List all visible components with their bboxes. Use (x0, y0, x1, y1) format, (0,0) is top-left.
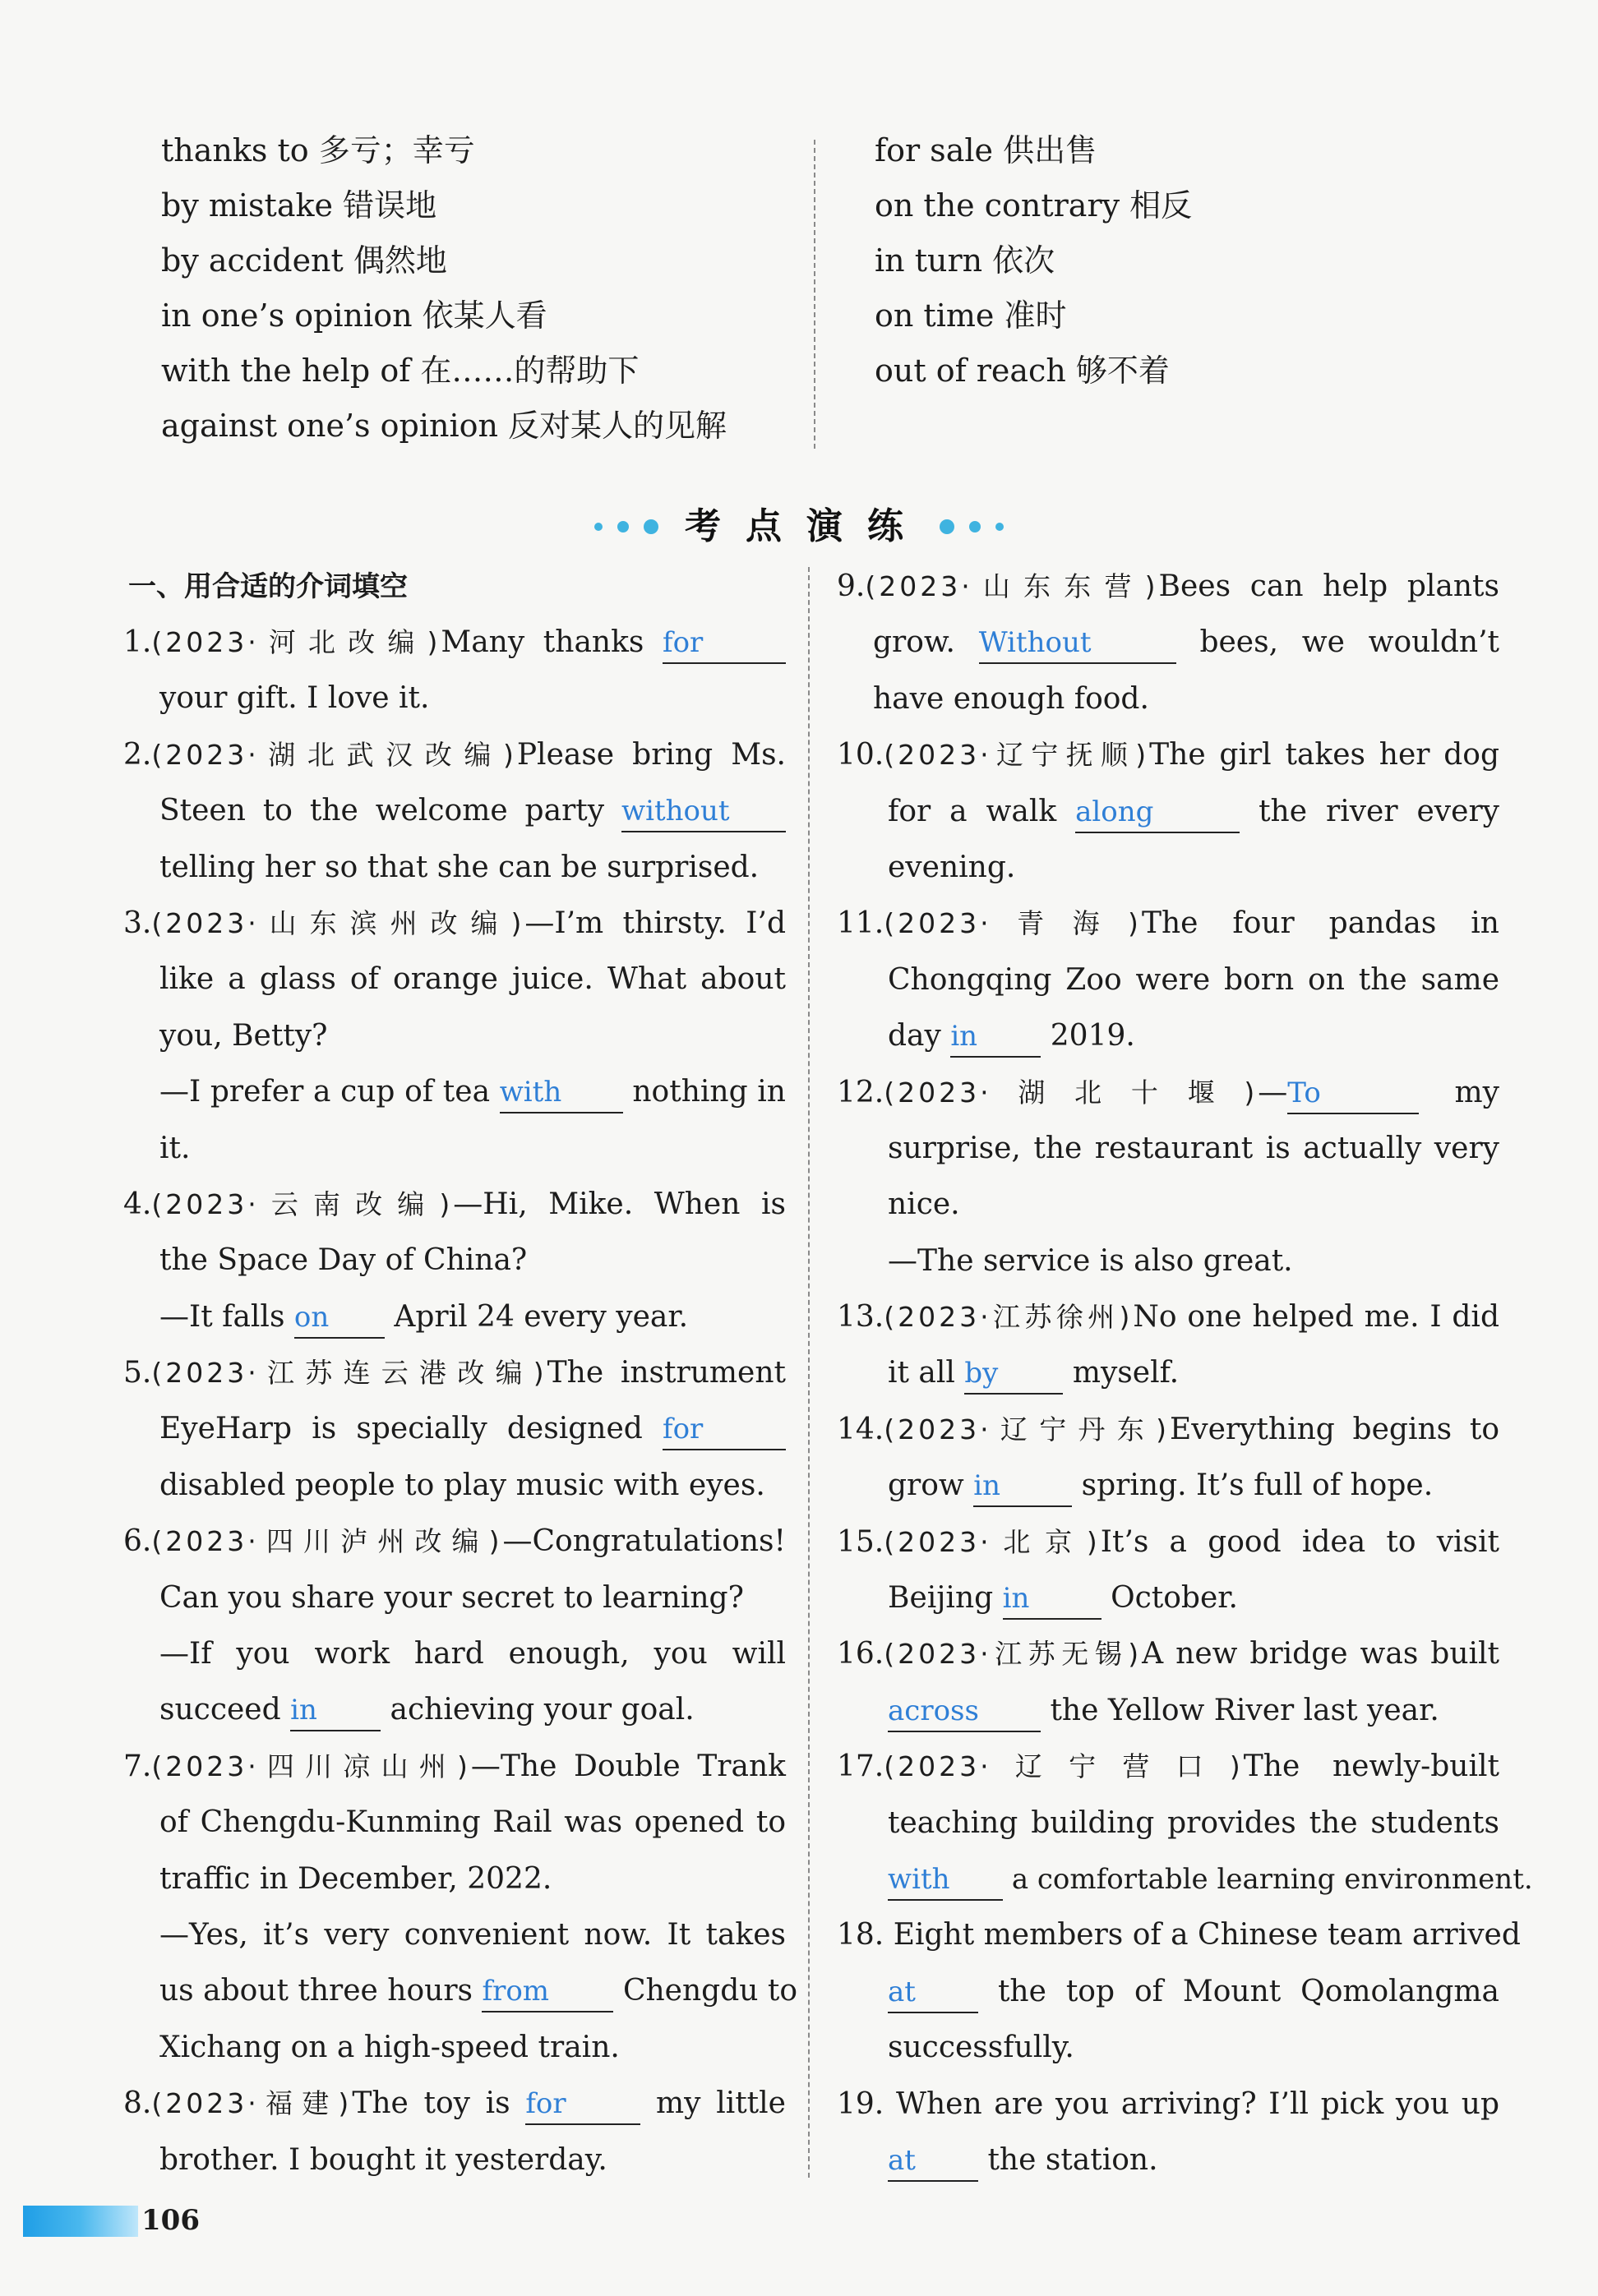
phrase-item: on the contrary 相反 (875, 187, 1193, 224)
question-line (837, 1739, 1499, 1795)
question-line (837, 1121, 1499, 1177)
question-line (837, 1851, 1533, 1907)
question-line (123, 1795, 786, 1851)
question-text: (2023·福建) (151, 2087, 353, 2120)
question-text: 10. (837, 738, 884, 772)
question-line (837, 1515, 1499, 1570)
question-text: — (1258, 1075, 1288, 1109)
question-line (837, 1683, 1499, 1739)
question-text: (2023·湖北武汉改编) (151, 738, 517, 771)
question-text: 18. (837, 1918, 884, 1953)
question-line (837, 1233, 1499, 1289)
question-6 (123, 1514, 786, 1739)
question-text: (2023·辽宁丹东) (884, 1413, 1170, 1445)
question-text: 7. (123, 1749, 152, 1783)
question-text: 16. (837, 1637, 884, 1671)
question-3 (123, 896, 786, 1177)
question-text: nice. (888, 1187, 960, 1222)
question-text: succeed (159, 1693, 281, 1727)
question-text: (2023·云南改编) (151, 1187, 454, 1220)
exercise-heading: 一、用合适的介词填空 (128, 570, 408, 603)
question-text: the river every (1259, 794, 1499, 828)
question-line (123, 1064, 786, 1120)
question-text: successfully. (888, 2031, 1074, 2065)
question-text: achieving your goal. (390, 1693, 695, 1727)
question-line (123, 1289, 786, 1345)
question-text: 11. (837, 906, 884, 941)
question-text: Xichang on a high-speed train. (159, 2030, 620, 2064)
question-source: (2023·河北改编) (151, 626, 441, 658)
question-text: No one helped me. I did (1133, 1300, 1499, 1335)
question-text: brother. I bought it yesterday. (159, 2142, 607, 2177)
question-line (123, 1682, 786, 1738)
answer-blank[interactable]: in (973, 1466, 1072, 1507)
question-line (123, 952, 786, 1007)
question-text: telling her so that she can be surprised. (159, 850, 760, 884)
phrase-item: thanks to 多亏；幸亏 (161, 132, 475, 168)
question-text: Can you share your secret to learning? (159, 1580, 744, 1615)
question-line (123, 896, 786, 952)
question-line (123, 1739, 786, 1795)
question-text: (2023·山东东营) (865, 570, 1159, 602)
question-text: a comfortable learning environment. (1011, 1862, 1533, 1896)
question-line (837, 2077, 1499, 2132)
question-text: The girl takes her dog (1149, 738, 1499, 772)
question-text: 5. (123, 1356, 152, 1390)
question-line (837, 952, 1499, 1008)
question-text: my (1454, 1075, 1499, 1109)
exercise-column-left (123, 559, 798, 2188)
answer-blank[interactable]: at (888, 2141, 978, 2182)
answer-blank[interactable]: Without (979, 623, 1176, 664)
question-text: —The service is also great. (888, 1243, 1293, 1278)
question-17 (837, 1739, 1533, 1907)
question-text: (2023·江苏无锡) (884, 1638, 1143, 1671)
question-text: 9. (837, 569, 866, 603)
answer-blank[interactable]: in (290, 1690, 381, 1731)
question-line (837, 840, 1499, 896)
question-line (123, 615, 786, 671)
question-text: Eight members of a Chinese team arrived (893, 1918, 1521, 1953)
phrase-item: for sale 供出售 (875, 132, 1097, 168)
question-text: When are you arriving? I’ll pick you up (895, 2086, 1499, 2121)
question-line (837, 1907, 1521, 1963)
question-text: day (888, 1019, 941, 1053)
answer-blank[interactable]: for (663, 1409, 786, 1450)
question-text: your gift. I love it. (159, 681, 430, 716)
question-text: —If you work hard enough, you will (159, 1637, 786, 1671)
phrase-list (161, 123, 1559, 452)
phrase-column-right (875, 123, 1516, 399)
question-2 (123, 727, 786, 896)
question-text: the top of Mount Qomolangma (997, 1974, 1499, 2008)
question-text: EyeHarp is specially designed (159, 1412, 643, 1446)
question-line (837, 896, 1499, 952)
question-text: —The Double Trank (470, 1749, 786, 1783)
question-line (123, 1008, 786, 1064)
question-text: Many thanks (441, 625, 644, 659)
question-text: (2023·辽宁营口) (884, 1750, 1244, 1783)
question-number: 1. (123, 625, 152, 659)
question-text: (2023·青海) (884, 907, 1142, 940)
question-text: Chengdu to (622, 1974, 798, 2008)
question-text: —I prefer a cup of tea (159, 1075, 491, 1109)
question-line (837, 1964, 1499, 2020)
question-text: 2019. (1050, 1019, 1135, 1053)
question-text: 15. (837, 1524, 884, 1559)
question-text: 4. (123, 1187, 152, 1221)
question-line (123, 1514, 786, 1570)
question-text: (2023·四川泸州改编) (151, 1525, 503, 1558)
question-text: Bees can help plants (1158, 569, 1499, 603)
question-line (123, 1570, 786, 1626)
question-13 (837, 1289, 1499, 1402)
section-header (0, 493, 1598, 559)
answer-blank[interactable]: with (888, 1860, 1003, 1901)
question-text: the Yellow River last year. (1050, 1693, 1439, 1727)
question-18 (837, 1907, 1521, 2076)
dots-right-icon (932, 494, 1011, 560)
question-line (123, 1401, 786, 1457)
question-5 (123, 1345, 786, 1514)
question-line (123, 840, 786, 896)
question-text: spring. It’s full of hope. (1081, 1468, 1434, 1503)
phrase-item: on time 准时 (875, 297, 1067, 334)
answer-blank[interactable]: in (950, 1017, 1041, 1058)
exercise-column-right (837, 559, 1533, 2188)
question-line (837, 1008, 1499, 1064)
question-12 (837, 1065, 1499, 1290)
phrase-divider (814, 140, 815, 449)
question-text: —Hi, Mike. When is (453, 1187, 786, 1221)
answer-blank[interactable]: on (294, 1298, 385, 1339)
question-line (123, 1907, 786, 1963)
question-text: (2023·江苏徐州) (884, 1301, 1134, 1334)
question-text: you, Betty? (159, 1018, 328, 1053)
answer-blank[interactable]: by (964, 1353, 1063, 1395)
question-line (837, 615, 1499, 671)
question-text: (2023·山东滨州改编) (151, 906, 525, 939)
question-text: Chongqing Zoo were born on the same (888, 962, 1499, 997)
answer-blank[interactable]: for (663, 623, 786, 664)
phrase-item: with the help of 在……的帮助下 (161, 353, 640, 389)
question-text: —Yes, it’s very convenient now. It takes (159, 1917, 786, 1952)
question-text: bees, we wouldn’t (1199, 625, 1499, 660)
question-text: 3. (123, 906, 152, 940)
page-number: 106 (141, 2204, 200, 2237)
question-line (123, 1458, 786, 1514)
question-text: The four pandas in (1141, 906, 1499, 941)
question-text: 19. (837, 2086, 884, 2121)
question-text: The instrument (547, 1356, 786, 1390)
question-line (123, 2020, 786, 2076)
question-text: have enough food. (873, 681, 1149, 716)
question-text: (2023·湖北十堰) (884, 1076, 1259, 1109)
answer-blank[interactable]: in (1003, 1579, 1102, 1620)
question-line (837, 559, 1499, 615)
question-text: —It falls (159, 1299, 285, 1334)
question-text: 8. (123, 2086, 152, 2121)
question-text: nothing in (632, 1075, 786, 1109)
question-line (837, 727, 1499, 783)
question-10 (837, 727, 1499, 896)
question-text: April 24 every year. (394, 1299, 689, 1334)
question-16 (837, 1626, 1499, 1739)
question-text: A new bridge was built (1142, 1637, 1499, 1671)
question-line (123, 1345, 786, 1401)
question-19 (837, 2077, 1499, 2189)
question-text: teaching building provides the students (888, 1805, 1499, 1840)
question-4 (123, 1177, 786, 1345)
answer-blank[interactable]: without (621, 791, 786, 832)
question-text: (2023·辽宁抚顺) (884, 739, 1150, 772)
phrase-item: out of reach 够不着 (875, 353, 1170, 389)
question-line (837, 671, 1499, 727)
phrase-item: by accident 偶然地 (161, 242, 447, 279)
question-text: The toy is (352, 2086, 510, 2121)
question-9 (837, 559, 1499, 727)
question-line (837, 1065, 1499, 1121)
phrase-item: by mistake 错误地 (161, 187, 437, 224)
question-text: disabled people to play music with eyes. (159, 1468, 765, 1502)
question-text: 13. (837, 1300, 884, 1335)
answer-blank[interactable]: for (525, 2084, 640, 2125)
question-text: the Space Day of China? (159, 1243, 528, 1278)
question-text: grow. (873, 625, 955, 660)
answer-blank[interactable]: across (888, 1691, 1041, 1732)
question-line (837, 1626, 1499, 1682)
question-line (123, 1626, 786, 1682)
question-line (123, 727, 786, 783)
question-text: (2023·江苏连云港改编) (151, 1357, 547, 1390)
question-text: for a walk (888, 794, 1057, 828)
question-line (837, 2132, 1499, 2188)
section-title: 考点演练 (685, 505, 928, 547)
question-line (837, 784, 1499, 840)
question-1 (123, 615, 786, 727)
question-line (837, 2020, 1499, 2076)
question-text: surprise, the restaurant is actually very (888, 1131, 1499, 1165)
question-line (837, 1289, 1499, 1345)
question-line (837, 1796, 1499, 1851)
question-text: (2023·北京) (884, 1525, 1101, 1558)
question-text: 2. (123, 737, 152, 772)
question-text: like a glass of orange juice. What about (159, 962, 786, 997)
question-line (123, 2132, 786, 2188)
question-text: Everything begins to (1169, 1412, 1499, 1446)
question-line (123, 1177, 786, 1233)
question-line (123, 671, 786, 726)
question-text: grow (888, 1468, 964, 1503)
question-line (123, 783, 786, 839)
dots-left-icon (587, 494, 666, 560)
answer-blank[interactable]: along (1075, 792, 1240, 833)
question-text: us about three hours (159, 1974, 473, 2008)
question-text: —Congratulations! (502, 1524, 786, 1559)
question-text: it all (888, 1356, 955, 1390)
answer-blank[interactable]: at (888, 1972, 978, 2013)
question-text: Please bring Ms. (516, 737, 786, 772)
question-8 (123, 2076, 786, 2188)
answer-blank[interactable]: with (500, 1072, 623, 1113)
question-text: it. (159, 1131, 191, 1165)
question-11 (837, 896, 1499, 1064)
question-text: the station. (987, 2142, 1158, 2177)
phrase-item: against one’s opinion 反对某人的见解 (161, 408, 727, 444)
column-divider (808, 567, 810, 2178)
question-line (837, 1177, 1499, 1233)
page-number-bar (23, 2206, 138, 2237)
question-text: Steen to the welcome party (159, 794, 605, 828)
question-text: of Chengdu-Kunming Rail was opened to (159, 1805, 786, 1840)
question-text: my little (656, 2086, 786, 2121)
answer-blank[interactable]: To (1287, 1073, 1419, 1114)
question-line (837, 1458, 1499, 1514)
question-text: 12. (837, 1075, 884, 1109)
phrase-item: in one’s opinion 依某人看 (161, 297, 547, 334)
question-line (123, 1233, 786, 1289)
question-text: (2023·四川凉山州) (151, 1750, 471, 1782)
question-line (837, 1570, 1499, 1626)
question-line (837, 1402, 1499, 1458)
question-text: Beijing (888, 1581, 994, 1616)
phrase-item: in turn 依次 (875, 242, 1055, 279)
question-14 (837, 1402, 1499, 1515)
phrase-column-left (161, 123, 802, 454)
question-line (123, 2076, 786, 2132)
answer-blank[interactable]: from (482, 1971, 613, 2012)
question-text: myself. (1072, 1356, 1180, 1390)
question-text: October. (1111, 1581, 1238, 1616)
question-text: 6. (123, 1524, 152, 1559)
question-text: traffic in December, 2022. (159, 1861, 552, 1896)
question-line (123, 1963, 798, 2019)
question-text: —I’m thirsty. I’d (524, 906, 786, 940)
question-text: 14. (837, 1412, 884, 1446)
question-15 (837, 1515, 1499, 1627)
question-line (123, 1121, 786, 1177)
question-text: It’s a good idea to visit (1100, 1524, 1499, 1559)
question-text: 17. (837, 1750, 884, 1784)
question-line (837, 1345, 1499, 1401)
question-line (123, 1851, 786, 1907)
question-text: evening. (888, 850, 1016, 884)
question-text: The newly-built (1243, 1750, 1499, 1784)
question-7 (123, 1739, 798, 2076)
